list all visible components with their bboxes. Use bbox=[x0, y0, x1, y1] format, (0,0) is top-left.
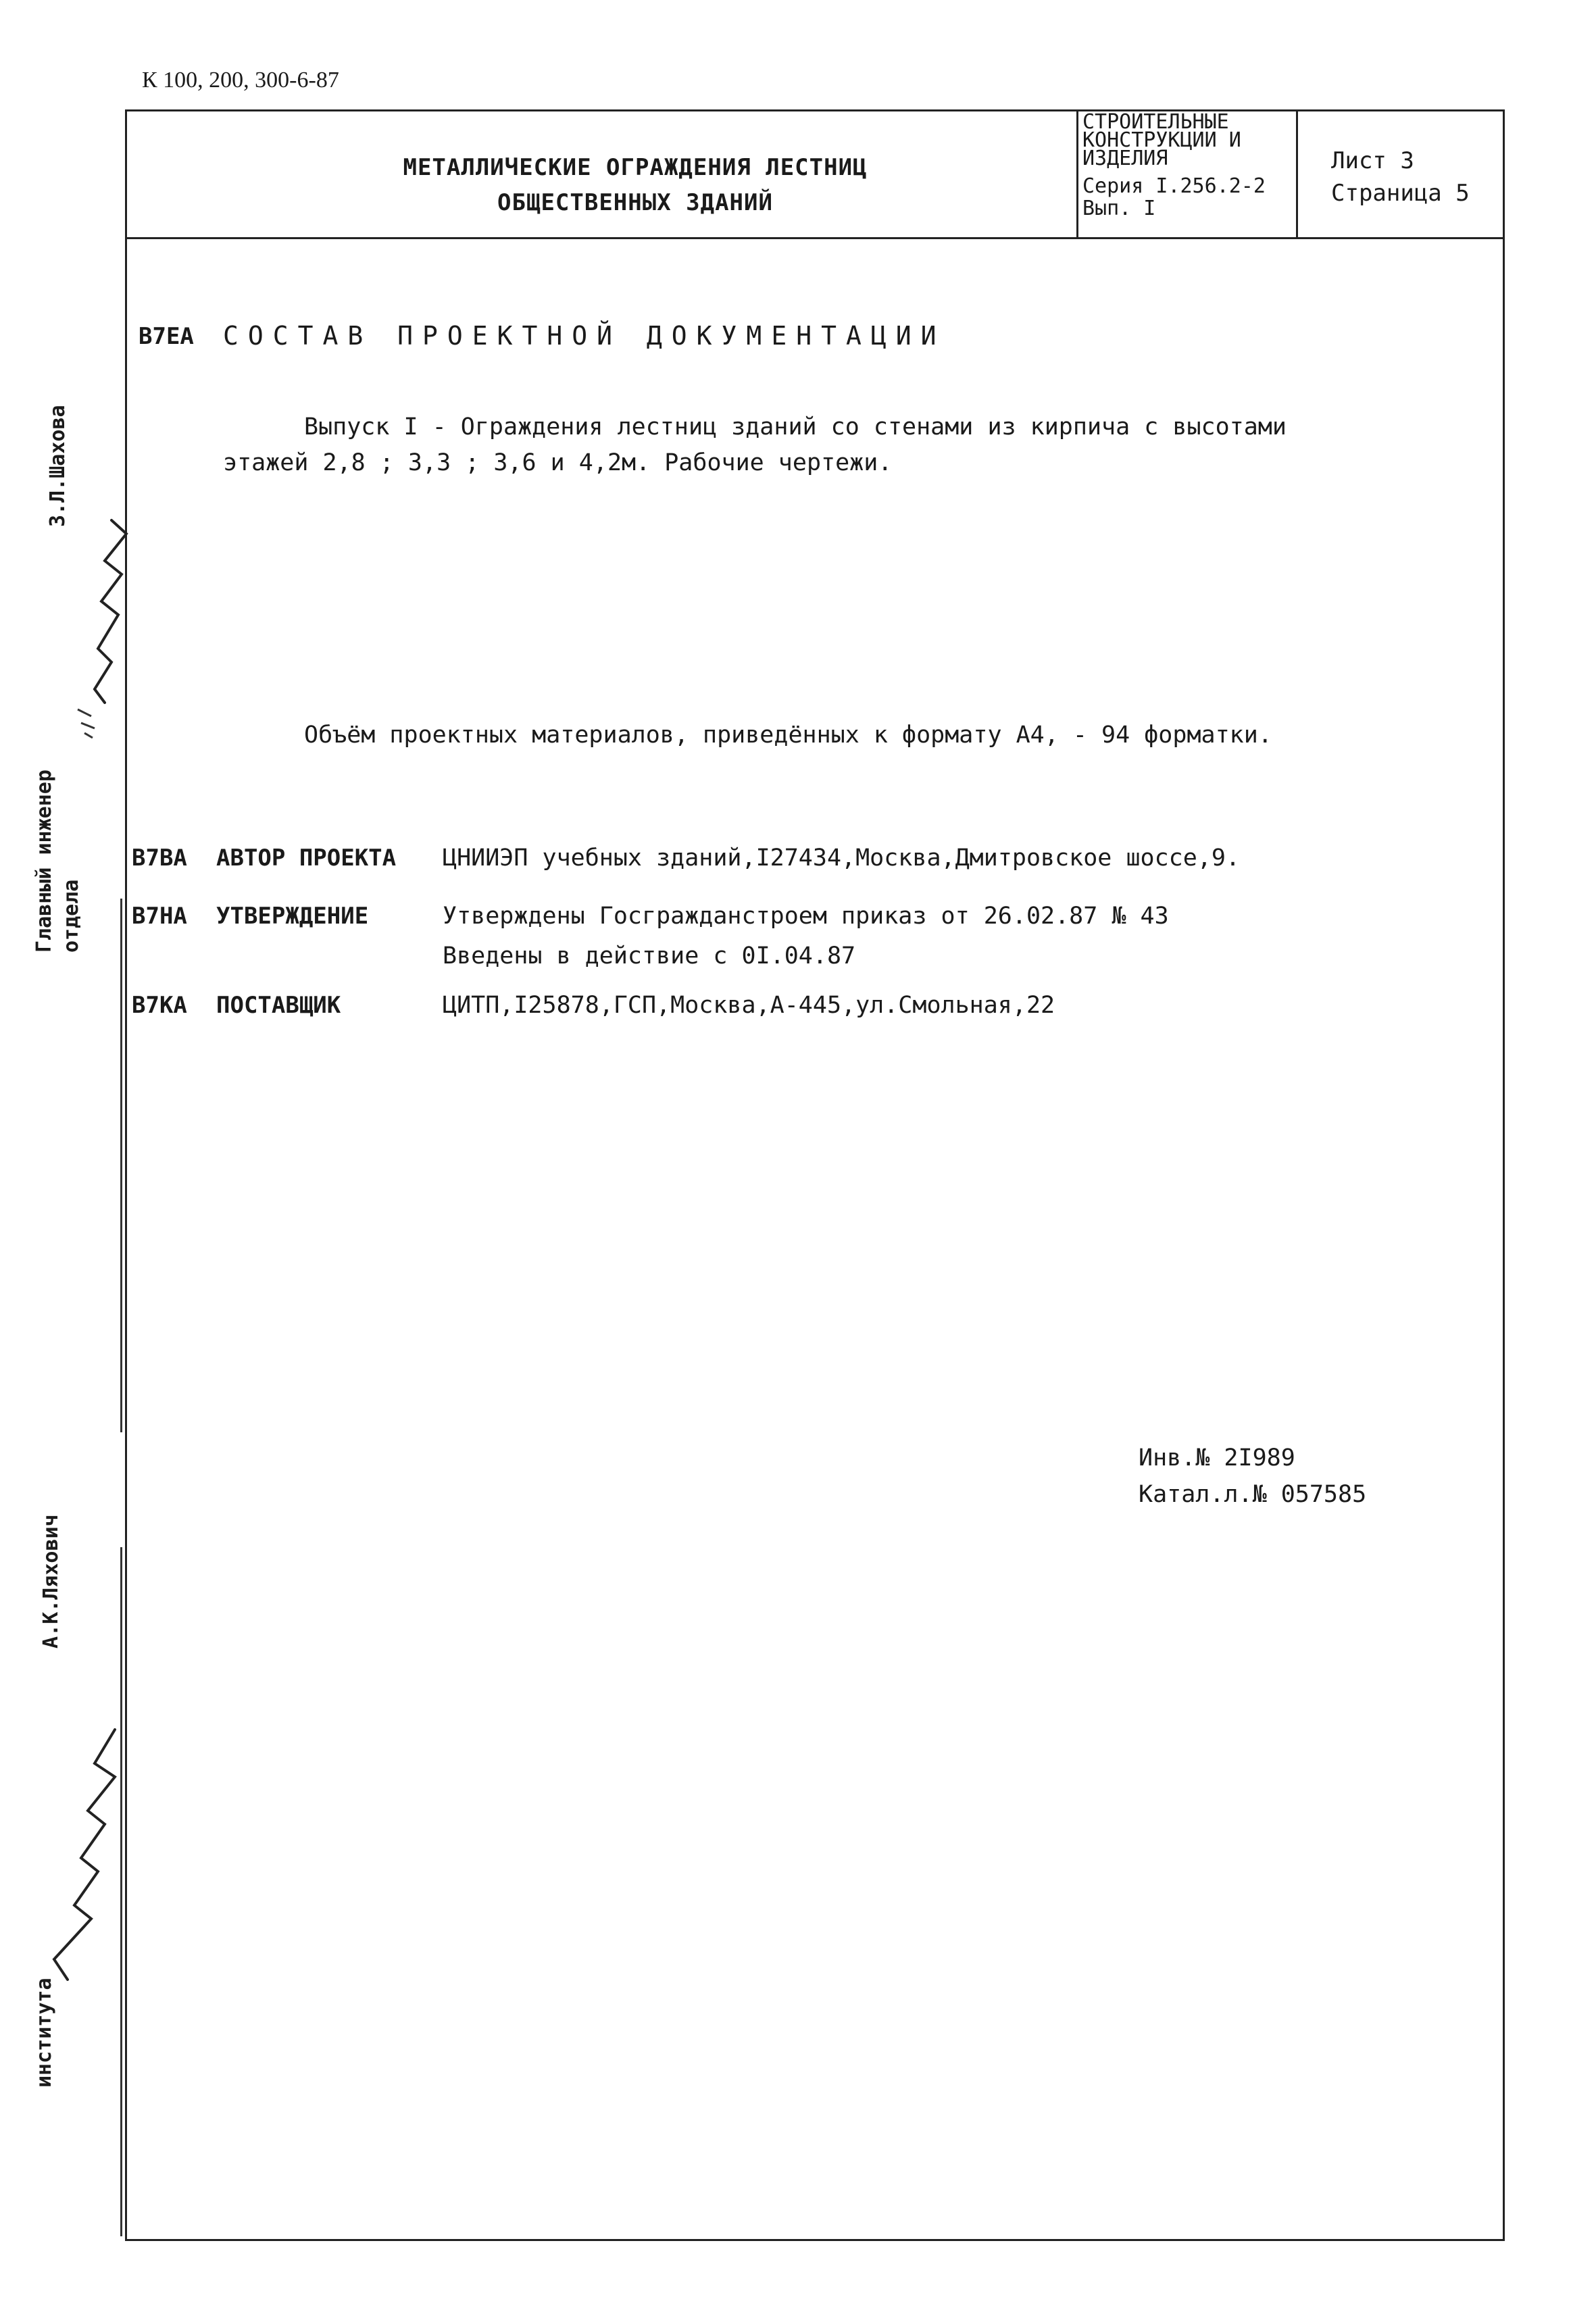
page-number: Страница 5 bbox=[1331, 180, 1470, 207]
chief-engineer-signature bbox=[64, 513, 139, 743]
issue-line-1: Выпуск I - Ограждения лестниц зданий со стенами из кирпича с высотами bbox=[304, 413, 1287, 441]
chief-engineer-name: З.Л.Шахова bbox=[46, 405, 70, 527]
institute-role: института bbox=[32, 1978, 56, 2088]
series-number: Серия I.256.2-2 bbox=[1082, 174, 1266, 198]
volume-text: Объём проектных материалов, приведённых к формату А4, - 94 форматки. bbox=[304, 722, 1272, 749]
author-value: ЦНИИЭП учебных зданий,I27434,Москва,Дмитровское шоссе,9. bbox=[443, 845, 1241, 872]
series-line-3: ИЗДЕЛИЯ bbox=[1082, 147, 1168, 170]
sheet-number: Лист 3 bbox=[1331, 147, 1414, 174]
institute-signature bbox=[27, 1716, 135, 1986]
series-line-2: КОНСТРУКЦИИ И bbox=[1082, 128, 1241, 152]
section-heading: СОСТАВ ПРОЕКТНОЙ ДОКУМЕНТАЦИИ bbox=[223, 321, 946, 351]
margin-line-upper bbox=[120, 899, 122, 1432]
title-line-2: ОБЩЕСТВЕННЫХ ЗДАНИЙ bbox=[497, 189, 773, 216]
issue-number: Вып. I bbox=[1082, 197, 1156, 220]
section-code: В7ЕА bbox=[139, 323, 194, 350]
catalog-number: Катал.л.№ 057585 bbox=[1139, 1481, 1367, 1508]
approval-label: УТВЕРЖДЕНИЕ bbox=[216, 903, 369, 930]
supplier-label: ПОСТАВЩИК bbox=[216, 992, 341, 1019]
inventory-number: Инв.№ 2I989 bbox=[1139, 1444, 1295, 1472]
header-divider-1 bbox=[1076, 111, 1078, 237]
supplier-code: В7КА bbox=[132, 992, 187, 1019]
approval-value: Утверждены Госгражданстроем приказ от 26.02.87 № 43 bbox=[443, 903, 1169, 930]
approval-date: Введены в действие с 0I.04.87 bbox=[443, 942, 856, 970]
issue-line-2: этажей 2,8 ; 3,3 ; 3,6 и 4,2м. Рабочие чертежи. bbox=[223, 449, 893, 476]
document-code: К 100, 200, 300-6-87 bbox=[142, 68, 339, 93]
author-label: АВТОР ПРОЕКТА bbox=[216, 845, 397, 872]
chief-engineer-role-dept: отдела bbox=[59, 879, 83, 953]
approval-code: В7НА bbox=[132, 903, 187, 930]
author-code: В7ВА bbox=[132, 845, 187, 872]
header-divider bbox=[127, 237, 1503, 239]
supplier-value: ЦИТП,I25878,ГСП,Москва,А-445,ул.Смольная,22 bbox=[443, 992, 1055, 1019]
series-line-1: СТРОИТЕЛЬНЫЕ bbox=[1082, 110, 1229, 134]
institute-name: А.К.Ляхович bbox=[39, 1514, 63, 1649]
title-line-1: МЕТАЛЛИЧЕСКИЕ ОГРАЖДЕНИЯ ЛЕСТНИЦ bbox=[403, 154, 868, 181]
header-divider-2 bbox=[1296, 111, 1298, 237]
chief-engineer-role: Главный инженер bbox=[32, 770, 56, 953]
